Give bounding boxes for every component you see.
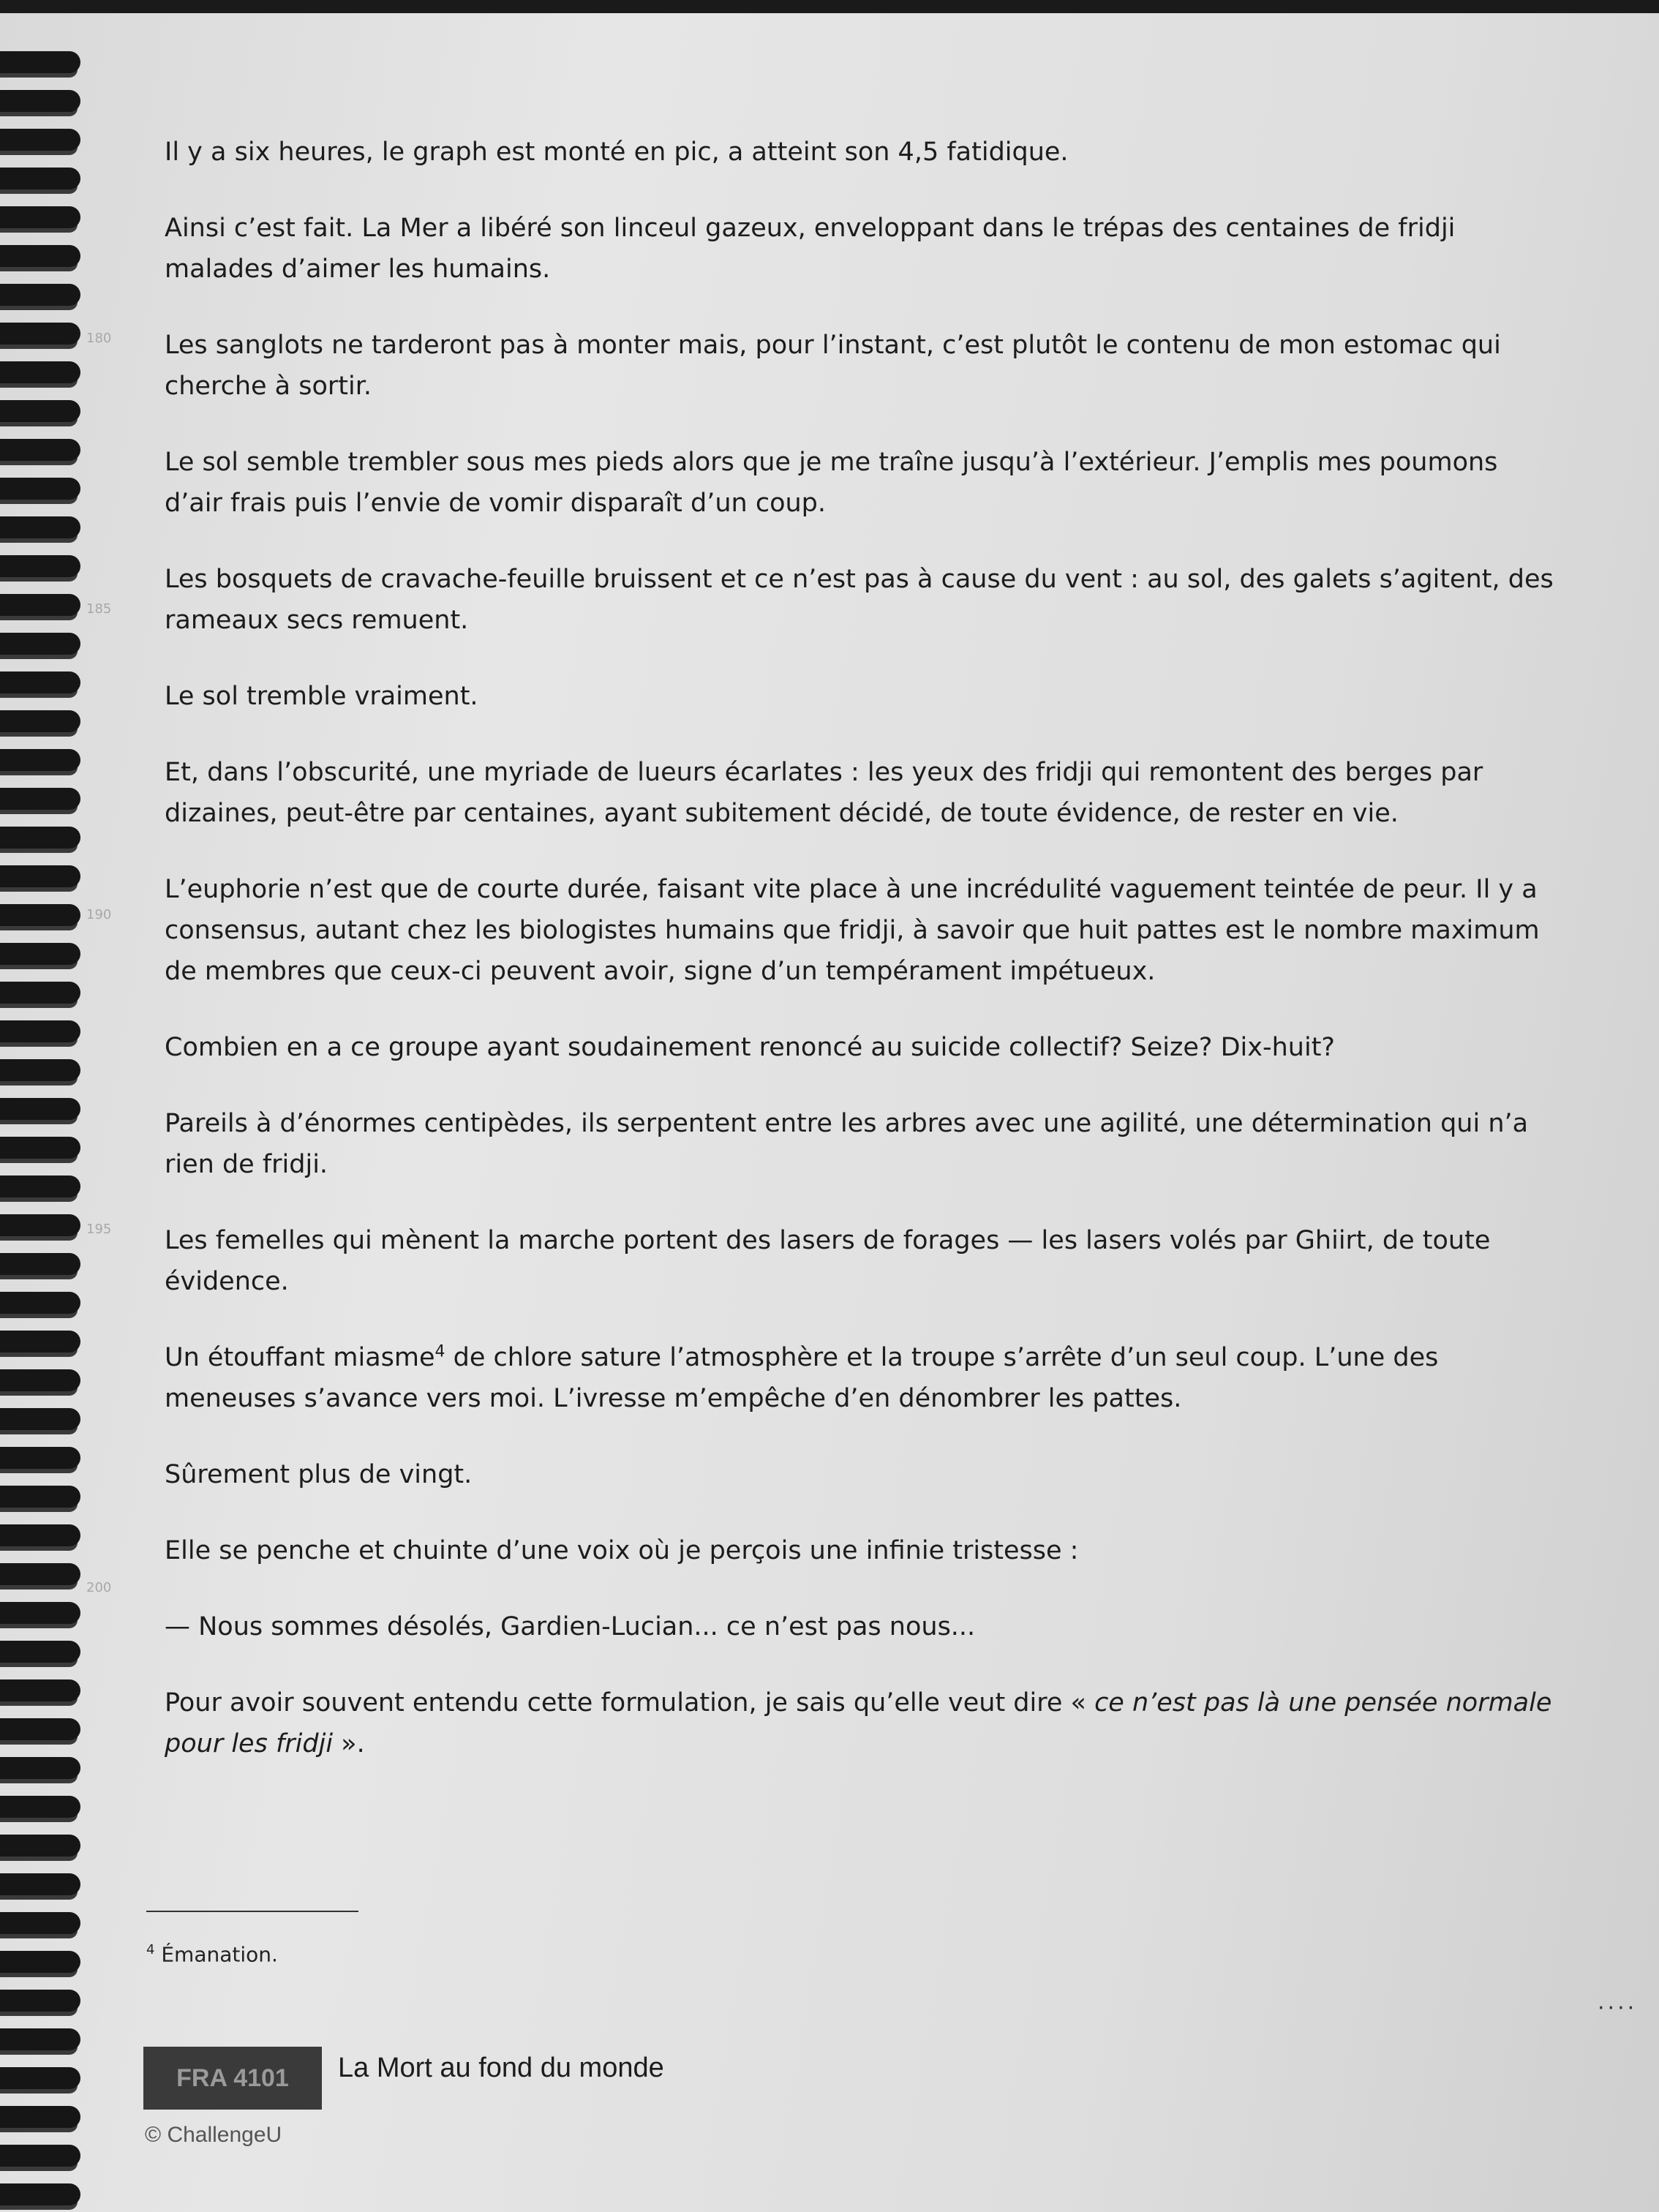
binding-ring [0,245,80,267]
binding-ring [0,1873,80,1895]
paragraph: Les bosquets de cravache-feuille bruissent et ce n’est pas à cause du vent : au sol, des galets s’agitent, des rameaux secs remuent. [165,565,1554,635]
binding-ring [0,1951,80,1973]
binding-ring [0,827,80,849]
binding-ring [0,710,80,732]
binding-ring [0,284,80,306]
binding-ring [0,1641,80,1663]
paragraph-text: de chlore sature l’atmosphère et la troupe s’arrête d’un seul coup. L’une des meneuses s’avance vers moi. L’ivresse m’empêche d’en dénombrer les pattes. [165,1343,1439,1413]
footnote-reference: 4 [434,1342,445,1361]
paragraph: Pareils à d’énormes centipèdes, ils serpentent entre les arbres avec une agilité, une détermination qui n’a rien de fridji. [165,1109,1529,1179]
binding-ring [0,1253,80,1275]
binding-ring [0,516,80,538]
binding-ring [0,2067,80,2089]
footnote [146,1942,278,1966]
binding-ring [0,400,80,422]
paragraph-with-note [165,1337,1554,1419]
binding-ring [0,129,80,151]
copyright-notice: © ChallengeU [145,2123,282,2147]
binding-ring [0,1447,80,1469]
binding-ring [0,1175,80,1197]
binding-ring [0,1563,80,1585]
binding-ring [0,1020,80,1042]
binding-ring [0,904,80,926]
book-title: La Mort au fond du monde [338,2053,664,2083]
paragraph: Combien en a ce groupe ayant soudainement renoncé au suicide collectif? Seize? Dix-huit? [165,1033,1336,1062]
binding-ring [0,1718,80,1740]
binding-ring [0,168,80,189]
paragraph-with-italic [165,1682,1554,1764]
line-number: 200 [86,1580,112,1595]
binding-ring [0,2183,80,2205]
paragraph-text: ». [333,1729,365,1758]
binding-ring [0,633,80,655]
binding-ring [0,788,80,810]
binding-ring [0,90,80,112]
paragraph: Le sol tremble vraiment. [165,682,478,711]
binding-ring [0,1214,80,1236]
paragraph: Et, dans l’obscurité, une myriade de lueurs écarlates : les yeux des fridji qui remontent des berges par dizaines, peut-être par centaines, ayant subitement décidé, de toute évidence, de rester en vie. [165,758,1483,828]
binding-ring [0,1679,80,1701]
binding-ring [0,1369,80,1391]
paragraph: Les sanglots ne tarderont pas à monter mais, pour l’instant, c’est plutôt le contenu de mon estomac qui cherche à sortir. [165,331,1501,401]
binding-ring [0,672,80,693]
binding-ring [0,1098,80,1120]
binding-ring [0,1408,80,1430]
binding-ring [0,1990,80,2012]
paragraph: Le sol semble trembler sous mes pieds alors que je me traîne jusqu’à l’extérieur. J’emplis mes poumons d’air frais puis l’envie de vomir disparaît d’un coup. [165,448,1498,518]
binding-ring [0,1059,80,1081]
binding-ring [0,1912,80,1934]
binding-ring [0,478,80,500]
line-number: 195 [86,1222,112,1237]
binding-ring [0,555,80,577]
paragraph: L’euphorie n’est que de courte durée, faisant vite place à une incrédulité vaguement teintée de peur. Il y a consensus, autant chez les biologistes humains que fridji, à savoir que huit pattes est le nombre maximum de membres que ceux-ci peuvent avoir, signe d’un tempérament impétueux. [165,875,1540,986]
binding-ring [0,1137,80,1159]
paragraph: Il y a six heures, le graph est monté en pic, a atteint son 4,5 fatidique. [165,138,1069,167]
dialogue-line: — Nous sommes désolés, Gardien-Lucian... ce n’est pas nous... [165,1612,976,1641]
binding-ring [0,2145,80,2167]
binding-ring [0,1331,80,1353]
binding-ring [0,749,80,771]
paragraph: Sûrement plus de vingt. [165,1460,473,1489]
binding-ring [0,1292,80,1314]
footnote-text: Émanation. [161,1942,278,1967]
binding-ring [0,323,80,345]
binding-ring [0,361,80,383]
paragraph: Les femelles qui mènent la marche portent des lasers de forages — les lasers volés par Ghiirt, de toute évidence. [165,1226,1491,1296]
photo-top-edge [0,0,1659,13]
binding-ring [0,1757,80,1779]
binding-ring [0,982,80,1004]
footnote-number: 4 [146,1942,155,1957]
course-code-badge: FRA 4101 [143,2047,322,2110]
binding-ring [0,1796,80,1818]
line-number: 180 [86,331,112,346]
binding-ring [0,439,80,461]
binding-ring [0,1835,80,1856]
binding-ring [0,1524,80,1546]
binding-ring [0,865,80,887]
body-text [165,132,1554,1799]
italic-quote: ce n’est pas là une pensée normale pour les fridji [165,1688,1552,1758]
binding-ring [0,2028,80,2050]
line-number: 190 [86,907,112,922]
binding-ring [0,1602,80,1624]
continuation-marker: ···· [1598,1995,1638,2021]
binding-ring [0,206,80,228]
binding-ring [0,2106,80,2128]
paragraph-text: Pour avoir souvent entendu cette formulation, je sais qu’elle veut dire « [165,1688,1095,1718]
paragraph-text: Un étouffant miasme [165,1343,435,1372]
paragraph: Ainsi c’est fait. La Mer a libéré son linceul gazeux, enveloppant dans le trépas des centaines de fridji malades d’aimer les humains. [165,214,1456,284]
paragraph: Elle se penche et chuinte d’une voix où je perçois une infinie tristesse : [165,1536,1079,1565]
binding-ring [0,594,80,616]
binding-ring [0,943,80,965]
binding-ring [0,51,80,73]
binding-ring [0,1486,80,1508]
line-number: 185 [86,601,112,617]
footnote-divider [146,1911,358,1912]
